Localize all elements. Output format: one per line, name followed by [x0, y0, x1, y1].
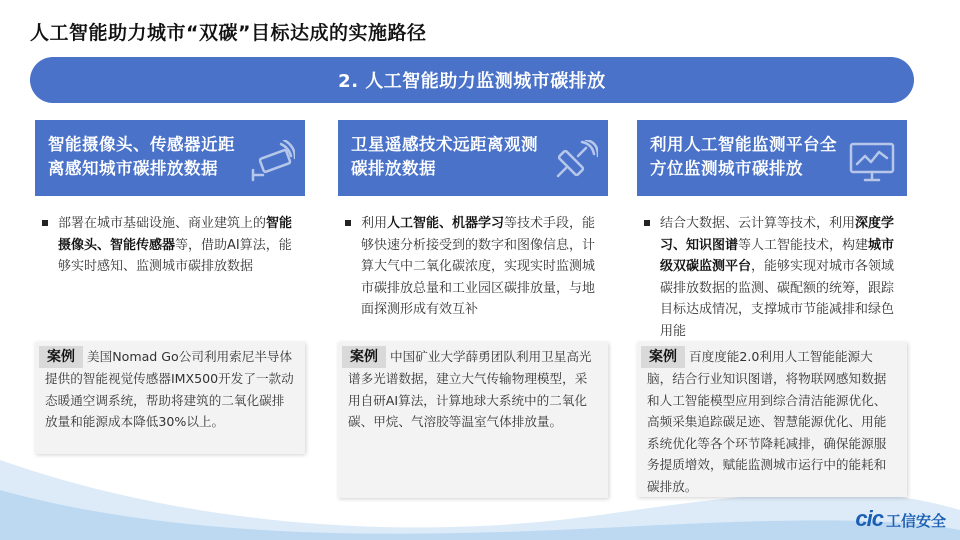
case-text: 百度度能2.0利用人工智能能源大脑，结合行业知识图谱，将物联网感知数据和人工智能模型应用到综合清洁能源优化、高频采集追踪碳足迹、智慧能源优化、用能系统优化等各个环节降耗减排，确保能源服务提质增效，赋能监测城市运行中的能耗和碳排放。 — [647, 349, 887, 494]
page-title: 人工智能助力城市“双碳”目标达成的实施路径 — [30, 22, 427, 44]
case-tag: 案例 — [39, 346, 83, 368]
bullet-marker — [42, 220, 48, 226]
column-1-title: 智能摄像头、传感器近距离感知城市碳排放数据 — [48, 135, 235, 178]
column-2-header — [338, 120, 608, 196]
section-banner: 2. 人工智能助力监测城市碳排放 — [30, 57, 914, 103]
logo-name: 工信安全 — [885, 512, 946, 530]
column-3-header — [637, 120, 907, 196]
case-text: 中国矿业大学薛勇团队利用卫星高光谱多光谱数据，建立大气传输物理模型，采用自研AI算法，计算地球大系统中的二氧化碳、甲烷、气溶胶等温室气体排放量。 — [348, 349, 592, 429]
column-3-bullet: 结合大数据、云计算等技术，利用深度学习、知识图谱等人工智能技术，构建城市级双碳监测平台，能够实现对城市各领域碳排放数据的监测、碳配额的统筹，跟踪目标达成情况，支撑城市节能减排和绿色用能 — [642, 213, 900, 342]
column-3-title: 利用人工智能监测平台全方位监测城市碳排放 — [650, 135, 837, 178]
bullet-marker — [345, 220, 351, 226]
column-1-case — [35, 342, 305, 454]
case-text: 美国Nomad Go公司利用索尼半导体提供的智能视觉传感器IMX500开发了一款动态暖通空调系统，帮助将建筑的二氧化碳排放量和能源成本降低30%以上。 — [45, 349, 294, 429]
case-tag: 案例 — [641, 346, 685, 368]
column-1-header — [35, 120, 305, 196]
satellite-icon — [548, 140, 598, 184]
column-2-title: 卫星遥感技术远距离观测碳排放数据 — [351, 135, 538, 178]
case-tag: 案例 — [342, 346, 386, 368]
bullet-marker — [644, 220, 650, 226]
logo-mark: cic — [855, 506, 883, 531]
brand-logo — [855, 506, 946, 532]
column-2-bullet: 利用人工智能、机器学习等技术手段，能够快速分析接受到的数字和图像信息，计算大气中二氧化碳浓度，实现实时监测城市碳排放总量和工业园区碳排放量，与地面探测形成有效互补 — [343, 213, 601, 321]
column-1-bullet: 部署在城市基础设施、商业建筑上的智能摄像头、智能传感器等，借助AI算法，能够实时感知、监测城市碳排放数据 — [40, 213, 298, 278]
column-3-case — [637, 342, 907, 497]
column-2-case — [338, 342, 608, 498]
monitor-icon — [847, 140, 897, 184]
camera-icon — [245, 140, 295, 184]
